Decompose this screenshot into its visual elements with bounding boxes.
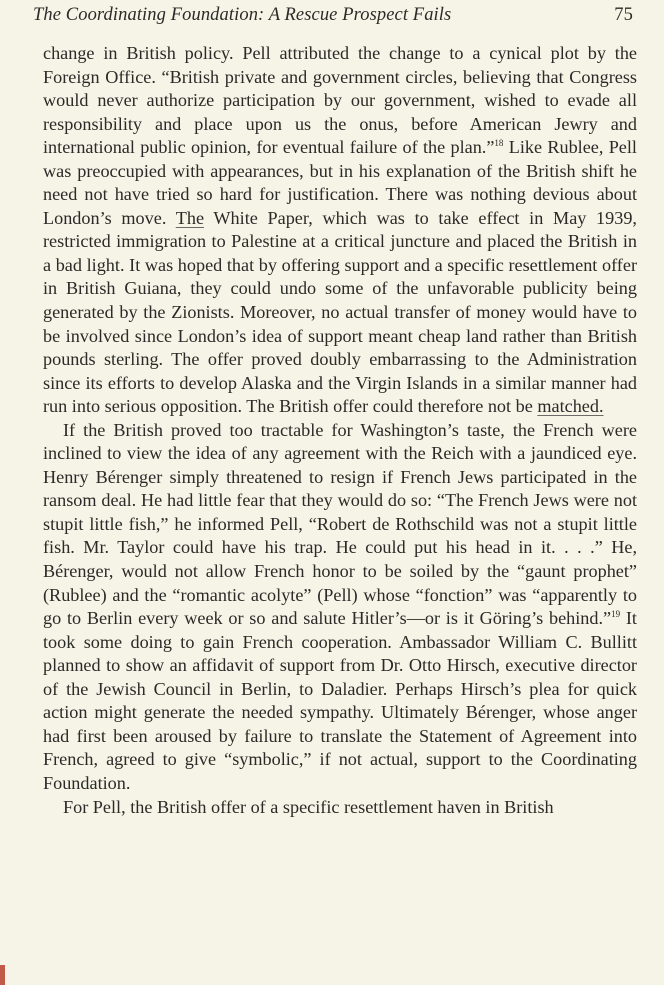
paragraph-2: [43, 419, 637, 796]
p2-text-b: It took some doing to gain French cooperation. Ambassador William C. Bullitt planned to show an affidavit of support from Dr. Otto Hirsch, executive director of the Jewish Council in Berlin, to Daladier. Perhaps Hirsch’s plea for quick action might generate the needed sympathy. Ultimately Bérenger, whose anger had first been aroused by failure to translate the Statement of Agreement into French, agreed to give “symbolic,” if not actual, support to the Coordinating Foundation.: [43, 608, 637, 793]
paragraph-3: [43, 796, 637, 820]
footnote-ref-18: 18: [494, 138, 504, 149]
margin-edge-mark: [0, 965, 5, 985]
p1-text-a: change in British policy. Pell attributed the change to a cynical plot by the Foreign Office. “British private and government circles, believing that Congress would never authorize participation by our government, wished to evade all responsibility and place upon us the onus, before American Jewry and international public opinion, for eventual failure of the plan.”: [43, 43, 637, 158]
p2-text-a: If the British proved too tractable for Washington’s taste, the French were inclined to view the idea of any agreement with the Reich with a jaundiced eye. Henry Bérenger simply threatened to resign if French Jews participated in the ransom deal. He had little fear that they would do so: “The French Jews were not stupit little fish,” he informed Pell, “Robert de Rothschild was not a stupit little fish. Mr. Taylor could have his trap. He could put his head in it. . . .” He, Bérenger, would not allow French honor to be soiled by the “gaunt prophet” (Rublee) and the “romantic acolyte” (Pell) whose “fonction” was “apparently to go to Berlin every week or so and salute Hitler’s—or is it Göring’s behind.”: [43, 419, 637, 629]
paragraph-1: [43, 42, 637, 419]
running-header: [33, 5, 633, 29]
underlined-the: The: [175, 207, 205, 228]
page-number: 75: [614, 5, 633, 25]
p1-text-b: Like Rublee, Pell was preoccupied with appearances, but in his explanation of the British shift he need not have tried so hard for justification. There was nothing devious about London’s move.: [43, 137, 637, 228]
p3-text-a: For Pell, the British offer of a specific resettlement haven in British: [63, 796, 554, 817]
running-title: The Coordinating Foundation: A Rescue Prospect Fails: [33, 5, 452, 25]
p1-text-c: White Paper, which was to take effect in May 1939, restricted immigration to Palestine at a critical juncture and placed the British in a bad light. It was hoped that by offering support and a specific resettlement offer in British Guiana, they could undo some of the unfavorable publicity being generated by the Zionists. Moreover, no actual transfer of money would have to be involved since London’s idea of support meant cheap land rather than British pounds sterling. The offer proved doubly embarrassing to the Administration since its efforts to develop Alaska and the Virgin Islands in a similar manner had run into serious opposition. The British offer could therefore not be: [43, 207, 637, 417]
underlined-matched: matched.: [537, 396, 604, 417]
body-text: [43, 42, 637, 819]
footnote-ref-19: 19: [611, 609, 621, 620]
